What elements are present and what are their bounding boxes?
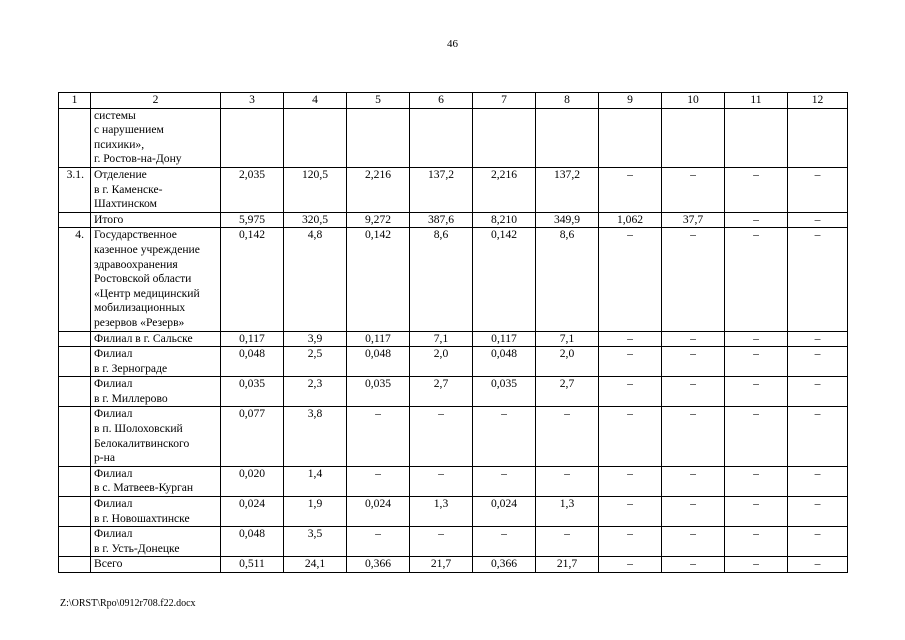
- value-cell: –: [725, 331, 788, 347]
- value-cell: 0,077: [221, 407, 284, 466]
- value-cell: 0,366: [347, 557, 410, 573]
- value-cell: –: [662, 377, 725, 407]
- value-cell: 2,0: [536, 347, 599, 377]
- row-label-cell: Филиал в г. Зернограде: [91, 347, 221, 377]
- table-row: [59, 108, 848, 167]
- value-cell: –: [473, 407, 536, 466]
- value-cell: 137,2: [410, 167, 473, 212]
- value-cell: 0,048: [221, 347, 284, 377]
- value-cell: 2,216: [473, 167, 536, 212]
- row-index-cell: [59, 407, 91, 466]
- value-cell: 0,117: [347, 331, 410, 347]
- value-cell: 2,035: [221, 167, 284, 212]
- value-cell: 21,7: [536, 557, 599, 573]
- value-cell: –: [662, 167, 725, 212]
- value-cell: –: [788, 497, 848, 527]
- value-cell: 2,7: [410, 377, 473, 407]
- row-index-cell: [59, 212, 91, 228]
- value-cell: 387,6: [410, 212, 473, 228]
- value-cell: –: [599, 228, 662, 331]
- value-cell: –: [725, 527, 788, 557]
- value-cell: 4,8: [284, 228, 347, 331]
- value-cell: 21,7: [410, 557, 473, 573]
- row-label-cell: Филиал в г. Новошахтинске: [91, 497, 221, 527]
- header-cell: 2: [91, 93, 221, 109]
- value-cell: –: [662, 331, 725, 347]
- value-cell: –: [725, 377, 788, 407]
- value-cell: –: [599, 407, 662, 466]
- value-cell: –: [788, 377, 848, 407]
- value-cell: 0,142: [221, 228, 284, 331]
- value-cell: 1,062: [599, 212, 662, 228]
- value-cell: 3,9: [284, 331, 347, 347]
- value-cell: 5,975: [221, 212, 284, 228]
- value-cell: –: [788, 347, 848, 377]
- header-cell: 10: [662, 93, 725, 109]
- value-cell: 0,142: [347, 228, 410, 331]
- header-cell: 1: [59, 93, 91, 109]
- value-cell: 1,4: [284, 466, 347, 496]
- row-label-cell: Филиал в г. Усть-Донецке: [91, 527, 221, 557]
- value-cell: –: [599, 377, 662, 407]
- value-cell: 24,1: [284, 557, 347, 573]
- value-cell: 3,5: [284, 527, 347, 557]
- value-cell: –: [788, 167, 848, 212]
- table-row: [59, 557, 848, 573]
- value-cell: 8,6: [536, 228, 599, 331]
- header-cell: 3: [221, 93, 284, 109]
- table-row: [59, 212, 848, 228]
- value-cell: 0,366: [473, 557, 536, 573]
- value-cell: –: [599, 331, 662, 347]
- row-index-cell: [59, 497, 91, 527]
- table-row: [59, 527, 848, 557]
- row-label-cell: Государственное казенное учреждение здравоохранения Ростовской области «Центр медицинский мобилизационных резервов «Резерв»: [91, 228, 221, 331]
- value-cell: 0,511: [221, 557, 284, 573]
- table-row: [59, 377, 848, 407]
- header-cell: 8: [536, 93, 599, 109]
- value-cell: 120,5: [284, 167, 347, 212]
- value-cell: –: [347, 466, 410, 496]
- value-cell: –: [725, 466, 788, 496]
- value-cell: 0,048: [473, 347, 536, 377]
- value-cell: –: [725, 212, 788, 228]
- table-row: [59, 407, 848, 466]
- value-cell: 0,035: [473, 377, 536, 407]
- value-cell: –: [662, 557, 725, 573]
- value-cell: –: [725, 407, 788, 466]
- value-cell: –: [788, 212, 848, 228]
- header-cell: 7: [473, 93, 536, 109]
- value-cell: 0,035: [221, 377, 284, 407]
- value-cell: –: [788, 331, 848, 347]
- value-cell: –: [410, 466, 473, 496]
- value-cell: –: [599, 347, 662, 377]
- value-cell: –: [725, 228, 788, 331]
- value-cell: –: [599, 497, 662, 527]
- value-cell: –: [788, 557, 848, 573]
- value-cell: –: [725, 497, 788, 527]
- value-cell: 8,6: [410, 228, 473, 331]
- value-cell: –: [599, 167, 662, 212]
- value-cell: –: [725, 167, 788, 212]
- row-label-cell: Филиал в п. Шолоховский Белокалитвинского р-на: [91, 407, 221, 466]
- value-cell: –: [536, 527, 599, 557]
- row-label-cell: Филиал в г. Сальске: [91, 331, 221, 347]
- value-cell: 349,9: [536, 212, 599, 228]
- header-cell: 12: [788, 93, 848, 109]
- value-cell: 9,272: [347, 212, 410, 228]
- value-cell: 0,117: [473, 331, 536, 347]
- value-cell: 0,048: [221, 527, 284, 557]
- value-cell: 8,210: [473, 212, 536, 228]
- value-cell: –: [347, 527, 410, 557]
- value-cell: [536, 108, 599, 167]
- row-index-cell: [59, 108, 91, 167]
- value-cell: –: [599, 527, 662, 557]
- value-cell: 1,3: [410, 497, 473, 527]
- row-label-cell: Отделение в г. Каменске- Шахтинском: [91, 167, 221, 212]
- header-cell: 9: [599, 93, 662, 109]
- value-cell: –: [473, 527, 536, 557]
- header-cell: 6: [410, 93, 473, 109]
- value-cell: [284, 108, 347, 167]
- value-cell: 7,1: [536, 331, 599, 347]
- value-cell: 0,024: [221, 497, 284, 527]
- row-index-cell: [59, 466, 91, 496]
- value-cell: [725, 108, 788, 167]
- table-row: [59, 228, 848, 331]
- value-cell: 2,0: [410, 347, 473, 377]
- value-cell: [221, 108, 284, 167]
- row-label-cell: Филиал в с. Матвеев-Курган: [91, 466, 221, 496]
- value-cell: 2,3: [284, 377, 347, 407]
- value-cell: –: [662, 347, 725, 377]
- row-label-cell: системы с нарушением психики», г. Ростов-на-Дону: [91, 108, 221, 167]
- row-index-cell: 4.: [59, 228, 91, 331]
- value-cell: –: [662, 527, 725, 557]
- value-cell: [410, 108, 473, 167]
- value-cell: –: [788, 466, 848, 496]
- header-cell: 4: [284, 93, 347, 109]
- row-label-cell: Всего: [91, 557, 221, 573]
- value-cell: [473, 108, 536, 167]
- header-cell: 5: [347, 93, 410, 109]
- value-cell: –: [662, 497, 725, 527]
- row-label-cell: Итого: [91, 212, 221, 228]
- value-cell: [599, 108, 662, 167]
- data-table: [58, 92, 848, 573]
- table-row: [59, 497, 848, 527]
- value-cell: 0,117: [221, 331, 284, 347]
- value-cell: [662, 108, 725, 167]
- value-cell: 7,1: [410, 331, 473, 347]
- value-cell: 0,142: [473, 228, 536, 331]
- value-cell: 3,8: [284, 407, 347, 466]
- value-cell: 2,7: [536, 377, 599, 407]
- value-cell: 320,5: [284, 212, 347, 228]
- value-cell: –: [788, 407, 848, 466]
- page-number: 46: [447, 38, 458, 50]
- row-index-cell: [59, 527, 91, 557]
- value-cell: –: [788, 527, 848, 557]
- value-cell: –: [536, 466, 599, 496]
- value-cell: –: [662, 228, 725, 331]
- header-cell: 11: [725, 93, 788, 109]
- row-index-cell: [59, 347, 91, 377]
- value-cell: 2,216: [347, 167, 410, 212]
- value-cell: –: [410, 407, 473, 466]
- value-cell: –: [725, 557, 788, 573]
- value-cell: –: [662, 466, 725, 496]
- value-cell: –: [662, 407, 725, 466]
- value-cell: 0,020: [221, 466, 284, 496]
- value-cell: [347, 108, 410, 167]
- value-cell: 0,024: [473, 497, 536, 527]
- row-label-cell: Филиал в г. Миллерово: [91, 377, 221, 407]
- row-index-cell: [59, 377, 91, 407]
- value-cell: –: [599, 557, 662, 573]
- value-cell: –: [536, 407, 599, 466]
- value-cell: 0,024: [347, 497, 410, 527]
- value-cell: 1,3: [536, 497, 599, 527]
- footer-file-path: Z:\ORST\Rpo\0912r708.f22.docx: [60, 598, 196, 609]
- table-body: [59, 93, 848, 573]
- value-cell: –: [788, 228, 848, 331]
- row-index-cell: 3.1.: [59, 167, 91, 212]
- table-header-row: [59, 93, 848, 109]
- value-cell: 0,048: [347, 347, 410, 377]
- row-index-cell: [59, 557, 91, 573]
- row-index-cell: [59, 331, 91, 347]
- value-cell: –: [347, 407, 410, 466]
- value-cell: –: [599, 466, 662, 496]
- value-cell: 2,5: [284, 347, 347, 377]
- value-cell: –: [725, 347, 788, 377]
- table-row: [59, 167, 848, 212]
- value-cell: 1,9: [284, 497, 347, 527]
- table-row: [59, 347, 848, 377]
- value-cell: [788, 108, 848, 167]
- value-cell: 37,7: [662, 212, 725, 228]
- value-cell: 0,035: [347, 377, 410, 407]
- table-row: [59, 466, 848, 496]
- value-cell: –: [410, 527, 473, 557]
- table-row: [59, 331, 848, 347]
- value-cell: 137,2: [536, 167, 599, 212]
- value-cell: –: [473, 466, 536, 496]
